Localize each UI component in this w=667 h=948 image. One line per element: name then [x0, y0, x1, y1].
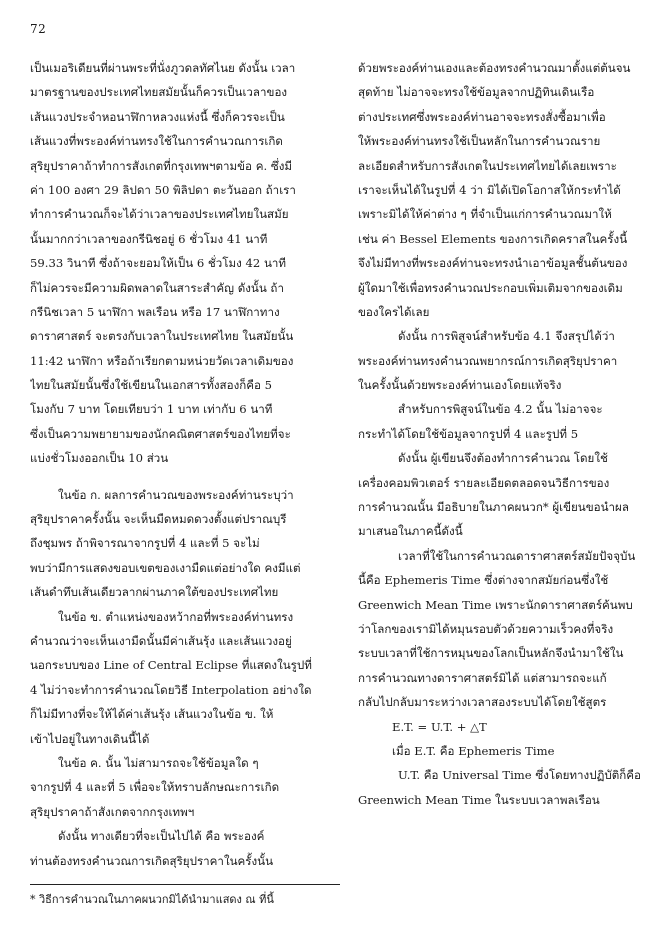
- right-line: ด้วยพระองค์ท่านเองและต้องทรงคำนวณมาตั้งแต่ต้นจน: [358, 61, 631, 75]
- left-line: ในข้อ ค. นั้น ไม่สามารถจะใช้ข้อมูลใด ๆ: [58, 755, 259, 770]
- right-line: มาเสนอในภาคนี้ดังนี้: [358, 524, 463, 539]
- right-line: จึงไม่มีทางที่พระองค์ท่านจะทรงนำเอาข้อมูลชั้นต้นของ: [358, 256, 628, 271]
- left-line: ก็ไม่มีทางที่จะให้ได้ค่าเส้นรุ้ง เส้นแวงในข้อ ข. ให้: [30, 707, 274, 722]
- left-line: ดังนั้น ทางเดียวที่จะเป็นไปได้ คือ พระองค์: [58, 829, 265, 844]
- footnote-divider: [30, 884, 340, 885]
- right-line: การคำนวณทางดาราศาสตร์มิได้ แต่สามารถจะแก้: [358, 670, 607, 685]
- left-line: ทำการคำนวณก็จะได้ว่าเวลาของประเทศไทยในสมัย: [30, 207, 289, 222]
- right-line: Greenwich Mean Time ในระบบเวลาพลเรือน: [358, 792, 600, 807]
- left-line: ถึงชุมพร ถ้าพิจารณาจากรูปที่ 4 และที่ 5 จะไม่: [30, 536, 260, 551]
- right-line: สำหรับการพิสูจน์ในข้อ 4.2 นั้น ไม่อาจจะ: [398, 402, 603, 417]
- right-line: เครื่องคอมพิวเตอร์ รายละเอียดตลอดจนวิธีการของ: [358, 475, 610, 490]
- right-line: ดังนั้น การพิสูจน์สำหรับข้อ 4.1 จึงสรุปได้ว่า: [398, 329, 615, 344]
- left-line: กรีนิชเวลา 5 นาฬิกา พลเรือน หรือ 17 นาฬิกาทาง: [30, 304, 280, 319]
- footnote: * วิธีการคำนวณในภาคผนวกมิได้นำมาแสดง ณ ที่นี้: [30, 893, 274, 906]
- left-line: 59.33 วินาที ซึ่งถ้าจะยอมให้เป็น 6 ชั่วโมง 42 นาที: [30, 256, 287, 271]
- left-line: ในข้อ ก. ผลการคำนวณของพระองค์ท่านระบุว่า: [58, 487, 294, 502]
- right-line: Greenwich Mean Time เพราะนักดาราศาสตร์ค้นพบ: [358, 597, 633, 612]
- left-line: ไทยในสมัยนั้นซึ่งใช้เขียนในเอกสารทั้งสองก็คือ 5: [30, 378, 273, 393]
- left-line: เข้าไปอยู่ในทางเดินนี้ได้: [30, 731, 150, 746]
- paragraph-gap: [30, 471, 326, 483]
- left-column: [30, 56, 326, 873]
- right-line: พระองค์ท่านทรงคำนวณพยากรณ์การเกิดสุริยุปราคา: [358, 353, 618, 368]
- left-line: สุริยุปราคาถ้าสังเกตจากกรุงเทพฯ: [30, 804, 195, 819]
- left-line: คำนวณว่าจะเห็นเงามืดนั้นมีค่าเส้นรุ้ง และเส้นแวงอยู่: [30, 633, 292, 648]
- formula-line: E.T. = U.T. + △T: [392, 719, 487, 734]
- left-line: ในข้อ ข. ตำแหน่งของหว้ากอที่พระองค์ท่านทรง: [58, 609, 294, 624]
- right-line: สุดท้าย ไม่อาจจะทรงใช้ข้อมูลจากปฏิทินเดินเรือ: [358, 85, 595, 100]
- left-line: โมงกับ 7 บาท โดยเทียบว่า 1 บาท เท่ากับ 6 นาที: [30, 402, 273, 417]
- right-line: ระบบเวลาที่ใช้การหมุนของโลกเป็นหลักจึงนำมาใช้ใน: [358, 646, 624, 661]
- left-line: ค่า 100 องศา 29 ลิปดา 50 พิลิปดา ตะวันออก ถ้าเรา: [30, 182, 296, 197]
- right-line: ของใครได้เลย: [358, 304, 430, 319]
- right-line: U.T. คือ Universal Time ซึ่งโดยทางปฏิบัติก็คือ: [398, 768, 641, 783]
- left-line: นั้นมากกว่าเวลาของกรีนิชอยู่ 6 ชั่วโมง 41 นาที: [30, 231, 268, 246]
- right-line: นี้คือ Ephemeris Time ซึ่งต่างจากสมัยก่อนซึ่งใช้: [358, 573, 609, 588]
- left-line: ท่านต้องทรงคำนวณการเกิดสุริยุปราคาในครั้งนั้น: [30, 853, 274, 868]
- right-line: ดังนั้น ผู้เขียนจึงต้องทำการคำนวณ โดยใช้: [398, 451, 608, 466]
- right-line: เพราะมิได้ให้ค่าต่าง ๆ ที่จำเป็นแก่การคำนวณมาให้: [358, 207, 612, 222]
- left-line: นอกระบบของ Line of Central Eclipse ที่แสดงในรูปที่: [30, 658, 312, 673]
- left-line: สุริยุปราคาครั้งนั้น จะเห็นมืดหมดดวงตั้งแต่ปราณบุรี: [30, 512, 287, 527]
- left-line: แบ่งชั่วโมงออกเป็น 10 ส่วน: [30, 451, 169, 466]
- right-line: ให้พระองค์ท่านทรงใช้เป็นหลักในการคำนวณราย: [358, 134, 601, 149]
- right-line: เราจะเห็นได้ในรูปที่ 4 ว่า มิได้เปิดโอกาสให้กระทำได้: [358, 182, 621, 197]
- left-line: ดาราศาสตร์ จะตรงกับเวลาในประเทศไทย ในสมัยนั้น: [30, 329, 294, 344]
- right-line: ในครั้งนั้นด้วยพระองค์ท่านเองโดยแท้จริง: [358, 378, 562, 393]
- right-line: กลับไปกลับมาระหว่างเวลาสองระบบได้โดยใช้สูตร: [358, 695, 607, 710]
- left-line: 4 ไม่ว่าจะทำการคำนวณโดยวิธี Interpolation อย่างใด: [30, 682, 312, 697]
- right-line: ละเอียดสำหรับการสังเกตในประเทศไทยได้เลยเพราะ: [358, 158, 617, 173]
- right-line: ว่าโลกของเรามิได้หมุนรอบตัวด้วยความเร็วคงที่จริง: [358, 621, 614, 636]
- left-line: เส้นแวงประจำหอนาฬิกาหลวงแห่งนี้ ซึ่งก็ควรจะเป็น: [30, 109, 285, 124]
- right-line: ต่างประเทศซึ่งพระองค์ท่านอาจจะทรงสั่งซื้อมาเพื่อ: [358, 109, 606, 124]
- left-line: ซึ่งเป็นความพยายามของนักคณิตศาสตร์ของไทยที่จะ: [30, 426, 291, 441]
- left-line: สุริยุปราคาถ้าทำการสังเกตที่กรุงเทพฯตามข้อ ค. ซึ่งมี: [30, 158, 293, 173]
- page-number: 72: [30, 22, 47, 36]
- right-column: [358, 56, 667, 812]
- left-line: พบว่ามีการแสดงขอบเขตของเงามืดแต่อย่างใด คงมีแต่: [30, 560, 301, 575]
- left-line: ก็ไม่ควรจะมีความผิดพลาดในสาระสำคัญ ดังนั้น ถ้า: [30, 280, 284, 295]
- left-line: จากรูปที่ 4 และที่ 5 เพื่อจะให้ทราบลักษณะการเกิด: [30, 780, 280, 795]
- formula-line: เมื่อ E.T. คือ Ephemeris Time: [392, 743, 555, 758]
- left-line: เส้นแวงที่พระองค์ท่านทรงใช้ในการคำนวณการเกิด: [30, 134, 283, 149]
- right-line: ผู้ใดมาใช้เพื่อทรงคำนวณประกอบเพิ่มเติมจากของเดิม: [358, 280, 623, 295]
- right-line: กระทำได้โดยใช้ข้อมูลจากรูปที่ 4 และรูปที่ 5: [358, 426, 579, 441]
- left-line: มาตรฐานของประเทศไทยสมัยนั้นก็ควรเป็นเวลาของ: [30, 85, 288, 100]
- right-line: เช่น ค่า Bessel Elements ของการเกิดคราสในครั้งนี้: [358, 231, 628, 246]
- left-line: เป็นเมอริเดียนที่ผ่านพระที่นั่งภูวดลทัศไนย ดังนั้น เวลา: [30, 61, 296, 75]
- right-line: เวลาที่ใช้ในการคำนวณดาราศาสตร์สมัยปัจจุบัน: [398, 548, 636, 563]
- left-line: 11:42 นาฬิกา หรือถ้าเรียกตามหน่วยวัดเวลาเดิมของ: [30, 353, 294, 368]
- right-line: การคำนวณนั้น มีอธิบายในภาคผนวก* ผู้เขียนขอนำผล: [358, 500, 629, 515]
- left-line: เส้นดำทึบเส้นเดียวลากผ่านภาคใต้ของประเทศไทย: [30, 585, 279, 600]
